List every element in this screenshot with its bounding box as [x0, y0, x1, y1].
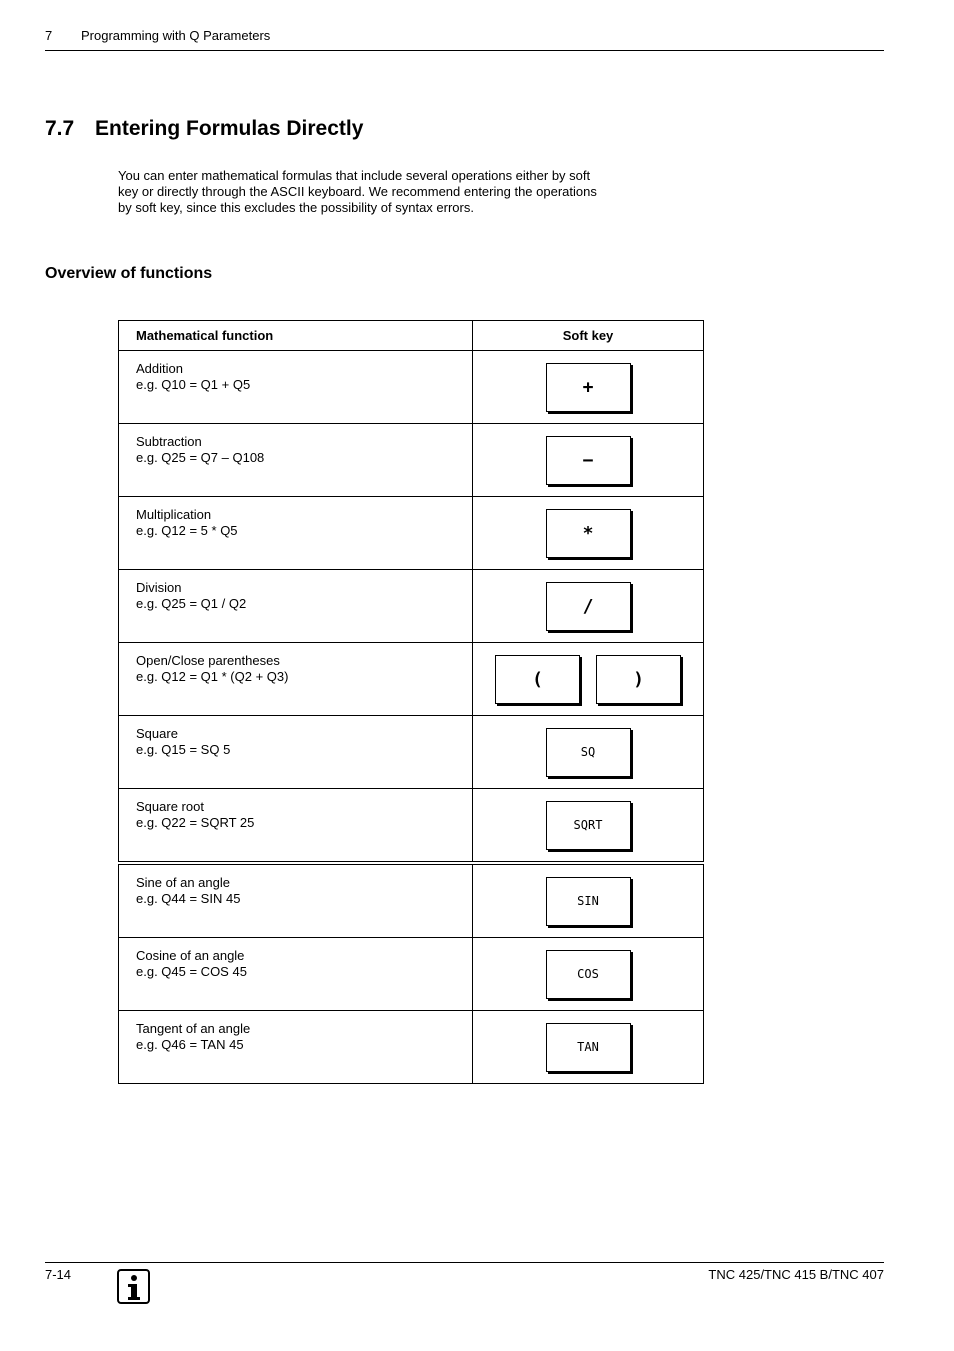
intro-paragraph: You can enter mathematical formulas that include several operations either by soft key or directly through the ASCII keyboard. We recommend entering the operations by soft key, since this excludes the possibility of syntax errors.: [118, 168, 597, 215]
soft-key-cell: [473, 938, 704, 1011]
open-parenthesis-soft-key[interactable]: (: [495, 655, 580, 704]
function-cell: [119, 497, 473, 570]
function-example: e.g. Q46 = TAN 45: [136, 1037, 244, 1052]
function-example: e.g. Q22 = SQRT 25: [136, 815, 255, 830]
function-name: Square root: [136, 799, 204, 814]
sqrt-soft-key[interactable]: SQRT: [546, 801, 631, 850]
function-name: Tangent of an angle: [136, 1021, 251, 1036]
table-row: [119, 789, 704, 864]
soft-key-cell: [473, 351, 704, 424]
table-row: [119, 643, 704, 716]
table-header-row: [119, 321, 704, 351]
close-parenthesis-soft-key[interactable]: ): [596, 655, 681, 704]
soft-key-cell: [473, 424, 704, 497]
table-row: [119, 497, 704, 570]
function-name: Multiplication: [136, 507, 212, 522]
page-footer: [45, 1262, 884, 1282]
page-header: [45, 28, 884, 51]
sq-soft-key[interactable]: SQ: [546, 728, 631, 777]
tan-soft-key[interactable]: TAN: [546, 1023, 631, 1072]
function-cell: [119, 643, 473, 716]
table-row: [119, 351, 704, 424]
function-cell: [119, 424, 473, 497]
info-icon: [117, 1269, 151, 1305]
function-example: e.g. Q25 = Q1 / Q2: [136, 596, 247, 611]
section-number: 7.7: [45, 117, 75, 140]
section-title: Entering Formulas Directly: [95, 117, 364, 140]
table-row: [119, 570, 704, 643]
function-cell: [119, 351, 473, 424]
function-example: e.g. Q44 = SIN 45: [136, 891, 241, 906]
multiply-soft-key[interactable]: *: [546, 509, 631, 558]
sin-soft-key[interactable]: SIN: [546, 877, 631, 926]
soft-key-cell: [473, 1011, 704, 1084]
function-example: e.g. Q25 = Q7 – Q108: [136, 450, 265, 465]
function-name: Cosine of an angle: [136, 948, 245, 963]
functions-table: [118, 320, 704, 1084]
subheading: Overview of functions: [45, 265, 213, 282]
function-example: e.g. Q12 = Q1 * (Q2 + Q3): [136, 669, 289, 684]
function-cell: [119, 938, 473, 1011]
table-row: [119, 938, 704, 1011]
table-row: [119, 863, 704, 938]
plus-soft-key[interactable]: +: [546, 363, 631, 412]
function-cell: [119, 570, 473, 643]
divide-soft-key[interactable]: /: [546, 582, 631, 631]
function-name: Square: [136, 726, 178, 741]
function-cell: [119, 863, 473, 938]
function-name: Division: [136, 580, 182, 595]
function-example: e.g. Q45 = COS 45: [136, 964, 247, 979]
function-cell: [119, 789, 473, 864]
cos-soft-key[interactable]: COS: [546, 950, 631, 999]
function-example: e.g. Q15 = SQ 5: [136, 742, 231, 757]
column-header-function: Mathematical function: [119, 321, 473, 351]
model-label: TNC 425/TNC 415 B/TNC 407: [708, 1267, 884, 1282]
function-example: e.g. Q10 = Q1 + Q5: [136, 377, 251, 392]
function-name: Addition: [136, 361, 183, 376]
column-header-soft-key: Soft key: [473, 321, 704, 351]
soft-key-cell: [473, 497, 704, 570]
soft-key-cell: [473, 863, 704, 938]
section-heading: [45, 117, 363, 141]
soft-key-cell: [473, 570, 704, 643]
soft-key-cell: [473, 643, 704, 716]
function-name: Open/Close parentheses: [136, 653, 280, 668]
minus-soft-key[interactable]: −: [546, 436, 631, 485]
table-row: [119, 716, 704, 789]
function-cell: [119, 1011, 473, 1084]
soft-key-cell: [473, 716, 704, 789]
function-name: Subtraction: [136, 434, 202, 449]
function-cell: [119, 716, 473, 789]
table-row: [119, 424, 704, 497]
chapter-number: 7: [45, 28, 53, 43]
soft-key-cell: [473, 789, 704, 864]
chapter-title: Programming with Q Parameters: [81, 28, 271, 43]
table-row: [119, 1011, 704, 1084]
function-example: e.g. Q12 = 5 * Q5: [136, 523, 238, 538]
function-name: Sine of an angle: [136, 875, 230, 890]
page-number: 7-14: [45, 1267, 72, 1282]
